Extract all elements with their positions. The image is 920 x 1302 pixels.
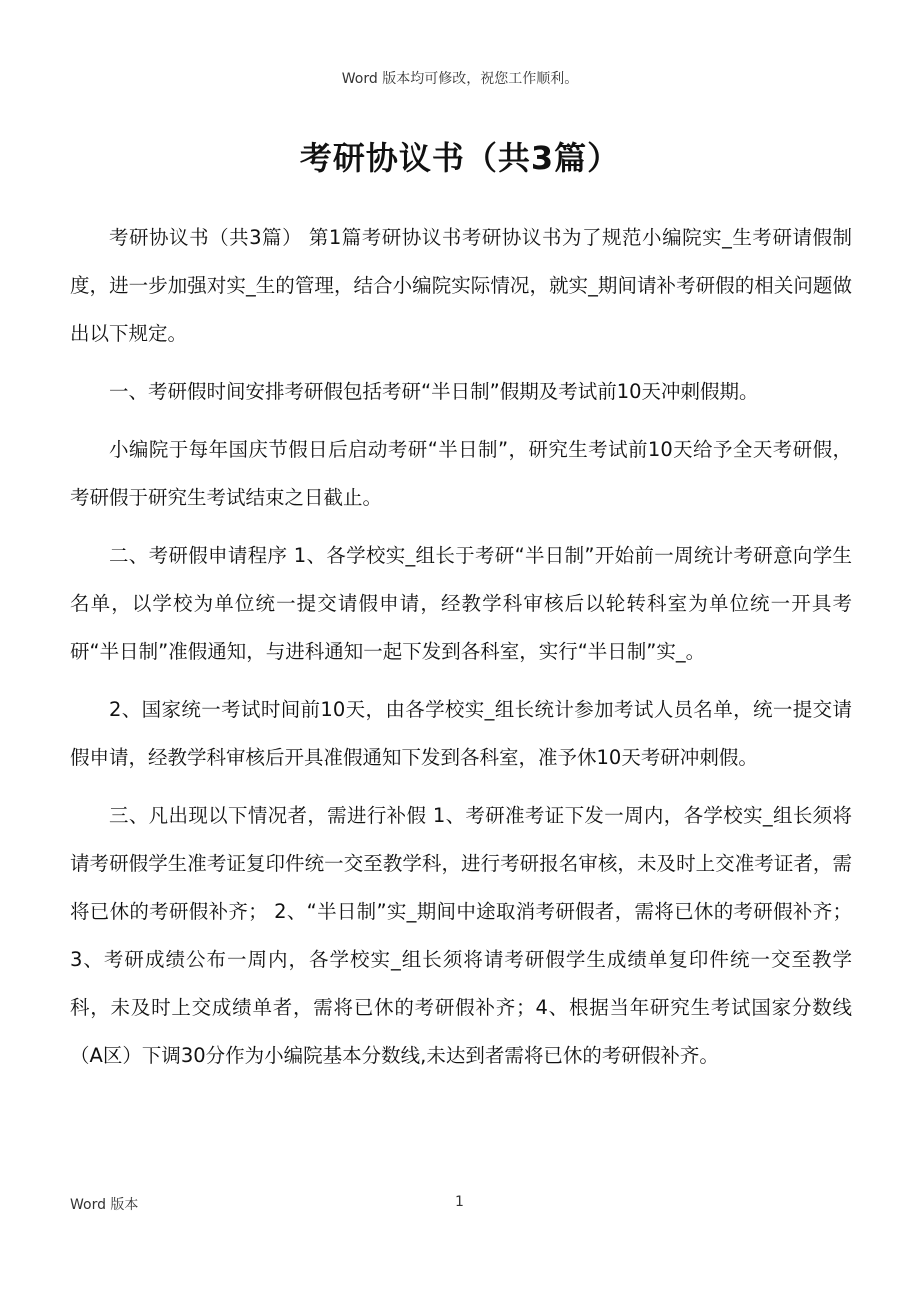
document-title: 考研协议书（共3篇） [299, 139, 621, 177]
paragraph-section-2: 二、考研假申请程序 1、各学校实_组长于考研“半日制”开始前一周统计考研意向学生名单，以学校为单位统一提交请假申请，经教学科审核后以轮转科室为单位统一开具考研“半日制”准假通知，与进科通知一起下发到各科室，实行“半日制”实_。 [70, 544, 852, 663]
page-header: Word 版本均可修改，祝您工作顺利。 [341, 71, 579, 87]
footer-label: Word 版本 [70, 1197, 139, 1213]
page-number: 1 [455, 1194, 464, 1210]
paragraph-section-2-item-2: 2、国家统一考试时间前10天，由各学校实_组长统计参加考试人员名单，统一提交请假申请，经教学科审核后开具准假通知下发到各科室，准予休10天考研冲刺假。 [70, 698, 852, 769]
paragraph-section-1-detail: 小编院于每年国庆节假日后启动考研“半日制”，研究生考试前10天给予全天考研假，考研假于研究生考试结束之日截止。 [70, 438, 852, 509]
document-body [70, 214, 852, 1090]
paragraph-section-1: 一、考研假时间安排考研假包括考研“半日制”假期及考试前10天冲刺假期。 [109, 380, 759, 403]
paragraph-intro: 考研协议书（共3篇） 第1篇考研协议书考研协议书为了规范小编院实_生考研请假制度，进一步加强对实_生的管理，结合小编院实际情况，就实_期间请补考研假的相关问题做出以下规定。 [70, 226, 852, 345]
paragraph-section-3: 三、凡出现以下情况者，需进行补假 1、考研准考证下发一周内，各学校实_组长须将请考研假学生准考证复印件统一交至教学科，进行考研报名审核，未及时上交准考证者，需将已休的考研假补齐； 2、“半日制”实_期间中途取消考研假者，需将已休的考研假补齐；3、考研成绩公布一周内，各学校实_组长须将请考研假学生成绩单复印件统一交至教学科，未及时上交成绩单者，需将已休的考研假补齐；4、根据当年研究生考试国家分数线（A区）下调30分作为小编院基本分数线,未达到者需将已休的考研假补齐。 [70, 804, 852, 1067]
